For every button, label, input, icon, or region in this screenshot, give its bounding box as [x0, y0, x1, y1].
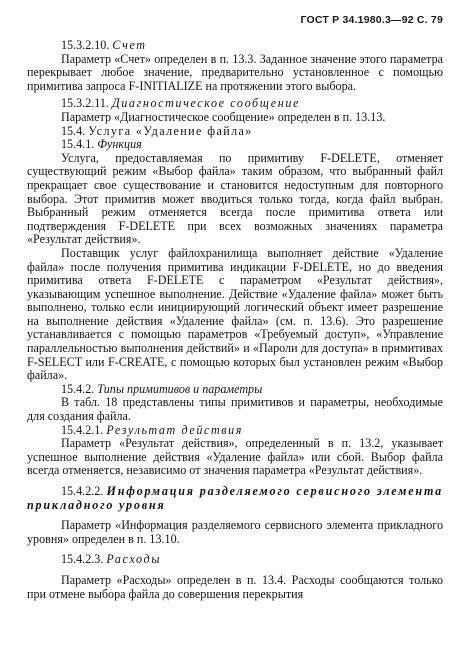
section-title: Расходы: [106, 552, 162, 567]
paragraph: Услуга, предоставляемая по примитиву F-DELETE, отменяет существующий режим «Выбор файла» таким образом, что выбранный файл прекращает свое существование и становится недоступным для повторного выбора. Этот примитив может вводиться только тогда, когда файл выбран. Выбранный режим отменяется всегда после примитива ответа или подтверждения F-DELETE при всех возможных значениях параметра «Результат действия».: [27, 150, 443, 247]
section-heading-15-4-2: [27, 383, 443, 397]
paragraph: Параметр «Информация разделяемого сервисного элемента прикладного уровня» определен в п. 13.10.: [27, 518, 443, 546]
section-heading-15-4-2-1: [27, 424, 443, 438]
section-number: 15.3.2.11.: [61, 96, 109, 111]
section-title: Счет: [112, 38, 147, 52]
section-heading-15-4-1: [27, 138, 443, 152]
section-number: 15.4.2.1.: [61, 422, 104, 437]
page-content: [27, 39, 443, 601]
section-number: 15.4.1.: [61, 137, 95, 152]
section-heading-15-4-2-2: [27, 485, 443, 512]
section-title: Диагностическое сообщение: [111, 96, 300, 111]
section-number: 15.4.2.3.: [61, 552, 104, 567]
section-heading-15-4: [27, 125, 443, 139]
section-number: 15.3.2.10.: [61, 38, 110, 52]
paragraph: В табл. 18 представлены типы примитивов и параметры, необходимые для создания файла.: [27, 395, 443, 424]
paragraph: Параметр «Диагностическое сообщение» определен в п. 13.13.: [61, 109, 386, 124]
paragraph: Параметр «Расходы» определен в п. 13.4. Расходы сообщаются только при отмене выбора файла до совершения перекрытия: [27, 572, 443, 601]
section-title: Типы примитивов и параметры: [97, 381, 263, 396]
page-header: ГОСТ Р 34.1980.3—92 С. 79: [300, 14, 443, 26]
section-title: Услуга «Удаление файла»: [88, 123, 253, 138]
section-number: 15.4.2.: [61, 381, 95, 396]
section-number: 15.4.: [61, 123, 86, 138]
section-heading-15-4-2-3: [27, 553, 443, 567]
section-title: Функция: [97, 137, 142, 152]
section-number: 15.4.2.2.: [61, 484, 104, 498]
paragraph: Параметр «Счет» определен в п. 13.3. Заданное значение этого параметра перекрывает любое значение, предварительно установленное с помощью примитива запроса F-INITIALIZE на протяжении этого выбора.: [27, 51, 443, 93]
paragraph: Параметр «Результат действия», определенный в п. 13.2, указывает успешное выполнение действия «Удаление файла» или сбой. Выбор файла всегда отменяется, независимо от значения параметра «Результат действия».: [27, 436, 443, 478]
section-title: Результат действия: [106, 422, 243, 437]
section-heading-15-3-2-10: [27, 39, 443, 53]
section-title: Информация разделяемого сервисного элемента прикладного уровня: [27, 484, 443, 512]
paragraph: Поставщик услуг файлохранилища выполняет действие «Удаление файла» после получения примитива индикации F-DELETE, но до введения примитива ответа F-DELETE с параметром «Результат действия», указывающим успешное выполнение. Действие «Удаление файла» может быть выполнено, только если инициирующий логический объект имеет разрешение на выполнение действия «Удаление файла» (см. п. 13.6). Это разрешение устанавливается с помощью параметров «Требуемый доступ», «Управление параллельностью выполнения действий» и «Пароли для доступа» в примитивах F-SELECT или F-CREATE, с помощью которых был установлен режим «Выбор файла».: [27, 245, 443, 383]
section-heading-15-3-2-11: [27, 97, 443, 111]
